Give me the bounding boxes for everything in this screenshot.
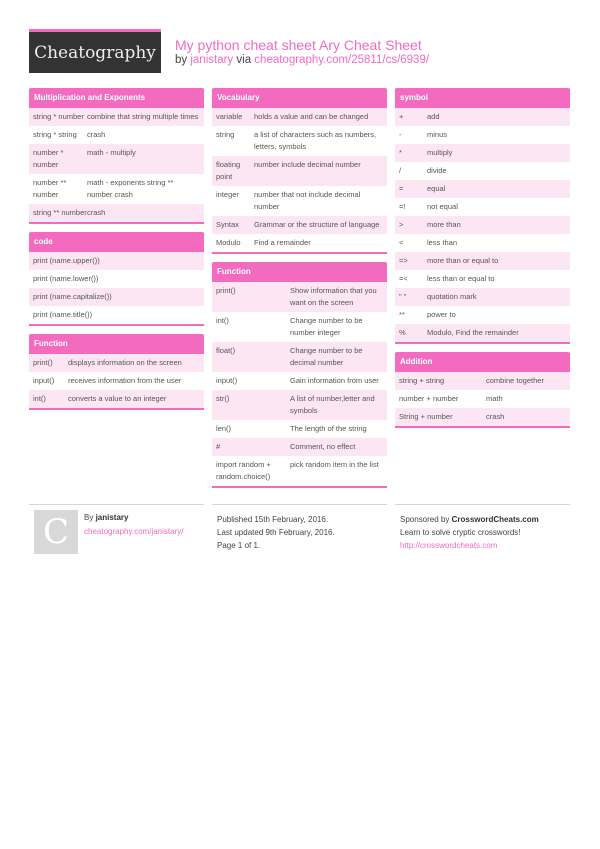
table-row xyxy=(212,420,387,438)
row-value: math - multiply xyxy=(87,148,136,157)
row-key: =! xyxy=(399,202,406,211)
row-value: crash xyxy=(87,208,106,217)
row-key: # xyxy=(216,442,221,451)
table-row xyxy=(395,306,570,324)
row-value: not equal xyxy=(427,202,458,211)
page-title[interactable]: My python cheat sheet Ary Cheat Sheet xyxy=(175,37,422,53)
table-row xyxy=(29,126,204,144)
footer-divider xyxy=(395,504,570,505)
box-title: Function xyxy=(29,334,204,354)
row-value: converts a value to an integer xyxy=(68,394,167,403)
row-key: int() xyxy=(216,316,229,325)
footer-sponsor xyxy=(400,513,539,552)
table-row xyxy=(395,234,570,252)
box-vocabulary xyxy=(212,88,387,254)
table-row xyxy=(29,144,204,174)
row-key: String + number xyxy=(399,412,453,421)
row-key: str() xyxy=(216,394,230,403)
row-key: + xyxy=(399,112,404,121)
box-function-1 xyxy=(29,334,204,410)
table-row xyxy=(29,306,204,324)
row-key: import random + random.choice() xyxy=(216,460,271,481)
sheet-url-link[interactable]: cheatography.com/25811/cs/6939/ xyxy=(254,54,430,66)
author-name: janistary xyxy=(95,513,129,522)
via-label: via xyxy=(236,54,252,66)
box-title: code xyxy=(29,232,204,252)
row-key: floating point xyxy=(216,160,241,181)
table-row xyxy=(395,390,570,408)
box-title: Vocabulary xyxy=(212,88,387,108)
row-key: string * string xyxy=(33,130,77,139)
table-row xyxy=(212,456,387,486)
row-key: ** xyxy=(399,310,405,319)
table-row xyxy=(395,252,570,270)
table-row xyxy=(29,174,204,204)
table-row xyxy=(395,180,570,198)
author-profile-link[interactable]: cheatography.com/janistary/ xyxy=(84,527,184,536)
column-3 xyxy=(395,88,570,436)
table-row xyxy=(212,108,387,126)
row-key: % xyxy=(399,328,406,337)
row-key: print (name.title()) xyxy=(33,310,93,319)
row-key: input() xyxy=(33,376,55,385)
row-key: =< xyxy=(399,274,408,283)
table-row xyxy=(212,156,387,186)
row-key: print (name.upper()) xyxy=(33,256,100,265)
table-row xyxy=(212,438,387,456)
box-symbol xyxy=(395,88,570,344)
footer-divider xyxy=(29,504,204,505)
by-label: By xyxy=(84,513,94,522)
row-value: more than xyxy=(427,220,461,229)
table-row xyxy=(29,252,204,270)
row-key: int() xyxy=(33,394,46,403)
table-row xyxy=(212,282,387,312)
row-value: Change number to be decimal number xyxy=(290,346,363,367)
row-key: - xyxy=(399,130,402,139)
avatar-letter: C xyxy=(42,512,69,552)
column-1 xyxy=(29,88,204,418)
row-value: Change number to be number integer xyxy=(290,316,363,337)
logo-text: Cheatography xyxy=(34,42,156,63)
row-key: string xyxy=(216,130,235,139)
byline xyxy=(175,54,429,66)
row-value: less than or equal to xyxy=(427,274,495,283)
row-key: len() xyxy=(216,424,232,433)
table-row xyxy=(395,324,570,342)
author-link[interactable]: janistary xyxy=(190,54,234,66)
row-value: crash xyxy=(486,412,505,421)
row-value: minus xyxy=(427,130,448,139)
sponsor-link[interactable]: http://crosswordcheats.com xyxy=(400,541,498,550)
by-label: by xyxy=(175,54,188,66)
row-value: Comment, no effect xyxy=(290,442,356,451)
author-avatar[interactable] xyxy=(34,510,78,554)
row-value: add xyxy=(427,112,440,121)
table-row xyxy=(395,126,570,144)
row-value: The length of the string xyxy=(290,424,367,433)
row-key: = xyxy=(399,184,404,193)
box-multiplication xyxy=(29,88,204,224)
table-row xyxy=(29,288,204,306)
box-title: Addition xyxy=(395,352,570,372)
box-title: symbol xyxy=(395,88,570,108)
row-key: => xyxy=(399,256,408,265)
table-row xyxy=(212,234,387,252)
table-row xyxy=(29,108,204,126)
footer-dates xyxy=(217,513,335,552)
sponsor-name: CrosswordCheats.com xyxy=(451,515,539,524)
row-value: Grammar or the structure of language xyxy=(254,220,380,229)
box-title: Multiplication and Exponents xyxy=(29,88,204,108)
table-row xyxy=(212,390,387,420)
table-row xyxy=(395,216,570,234)
row-key: print() xyxy=(33,358,53,367)
row-key: string ** number xyxy=(33,208,87,217)
table-row xyxy=(212,126,387,156)
box-title: Function xyxy=(212,262,387,282)
row-value: a list of characters such as numbers, letters, symbols xyxy=(254,130,377,151)
row-key: string + string xyxy=(399,376,445,385)
table-row xyxy=(29,270,204,288)
row-key: print (name.lower()) xyxy=(33,274,99,283)
row-value: displays information on the screen xyxy=(68,358,182,367)
row-key: " " xyxy=(399,292,407,301)
table-row xyxy=(212,342,387,372)
table-row xyxy=(395,288,570,306)
row-key: print() xyxy=(216,286,236,295)
row-value: A list of number,letter and symbols xyxy=(290,394,375,415)
footer-author xyxy=(84,513,128,522)
row-key: number ** number xyxy=(33,178,67,199)
row-value: quotation mark xyxy=(427,292,477,301)
row-value: pick random item in the list xyxy=(290,460,379,469)
row-key: > xyxy=(399,220,404,229)
updated-date: Last updated 9th February, 2016. xyxy=(217,528,335,537)
row-value: less than xyxy=(427,238,458,247)
box-addition xyxy=(395,352,570,428)
table-row xyxy=(395,198,570,216)
row-key: Syntax xyxy=(216,220,239,229)
row-value: crash xyxy=(87,130,106,139)
row-key: input() xyxy=(216,376,238,385)
row-key: * xyxy=(399,148,402,157)
row-value: multiply xyxy=(427,148,453,157)
column-2 xyxy=(212,88,387,496)
cheatography-logo[interactable] xyxy=(29,29,161,73)
table-row xyxy=(395,372,570,390)
row-value: combine together xyxy=(486,376,544,385)
row-value: power to xyxy=(427,310,456,319)
table-row xyxy=(212,372,387,390)
table-row xyxy=(212,186,387,216)
table-row xyxy=(395,108,570,126)
row-value: math - exponents string ** number crash xyxy=(87,178,174,199)
row-key: number + number xyxy=(399,394,459,403)
row-value: Find a remainder xyxy=(254,238,311,247)
published-date: Published 15th February, 2016. xyxy=(217,515,329,524)
row-value: more than or equal to xyxy=(427,256,499,265)
row-value: receives information from the user xyxy=(68,376,182,385)
table-row xyxy=(29,390,204,408)
table-row xyxy=(29,204,204,222)
row-key: print (name.capitalize()) xyxy=(33,292,112,301)
row-key: string * number xyxy=(33,112,84,121)
table-row xyxy=(395,144,570,162)
table-row xyxy=(395,270,570,288)
row-key: < xyxy=(399,238,404,247)
row-value: Modulo, Find the remainder xyxy=(427,328,519,337)
table-row xyxy=(395,408,570,426)
row-value: equal xyxy=(427,184,446,193)
table-row xyxy=(395,162,570,180)
box-code xyxy=(29,232,204,326)
row-value: Show information that you want on the screen xyxy=(290,286,377,307)
row-value: number that not include decimal number xyxy=(254,190,361,211)
row-value: divide xyxy=(427,166,447,175)
table-row xyxy=(29,372,204,390)
table-row xyxy=(212,216,387,234)
row-key: integer xyxy=(216,190,239,199)
row-key: float() xyxy=(216,346,236,355)
row-key: Modulo xyxy=(216,238,241,247)
row-value: math xyxy=(486,394,503,403)
sponsored-label: Sponsored by xyxy=(400,515,450,524)
row-value: holds a value and can be changed xyxy=(254,112,369,121)
box-function-2 xyxy=(212,262,387,488)
row-key: / xyxy=(399,166,402,175)
row-value: Gain information from user xyxy=(290,376,379,385)
row-value: combine that string multiple times xyxy=(87,112,199,121)
row-key: variable xyxy=(216,112,243,121)
table-row xyxy=(29,354,204,372)
footer-divider xyxy=(212,504,387,505)
row-value: number include decimal number xyxy=(254,160,361,169)
table-row xyxy=(212,312,387,342)
page-count: Page 1 of 1. xyxy=(217,541,261,550)
sponsor-tagline: Learn to solve cryptic crosswords! xyxy=(400,528,521,537)
row-key: number * number xyxy=(33,148,64,169)
